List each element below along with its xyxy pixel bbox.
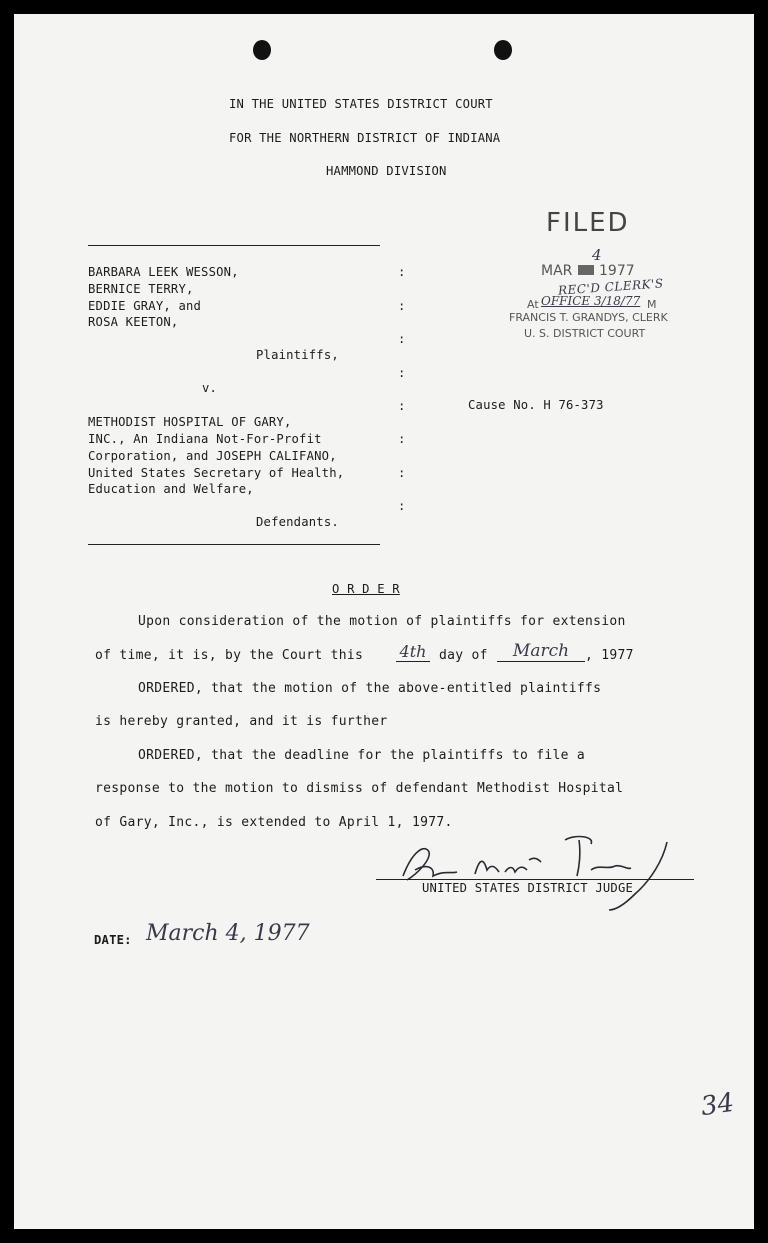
order-paragraph-line: is hereby granted, and it is further (95, 714, 388, 729)
caption-colon: : (398, 265, 406, 279)
versus: v. (202, 381, 218, 395)
defendant-line: Education and Welfare, (88, 482, 254, 496)
filed-stamp-title: FILED (546, 208, 630, 238)
punch-hole-left (253, 40, 271, 60)
filed-stamp-day: 4 (592, 246, 602, 264)
handwritten-date: March 4, 1977 (146, 921, 310, 946)
plaintiff-name: BARBARA LEEK WESSON, (88, 265, 239, 279)
filed-stamp-day-strike (578, 265, 594, 275)
filed-stamp-at-prefix: At (527, 298, 539, 311)
handwritten-page-number: 34 (699, 1087, 737, 1123)
date-label: DATE: (94, 933, 132, 947)
court-heading-line3: HAMMOND DIVISION (326, 164, 447, 178)
judge-signature (395, 830, 685, 912)
order-paragraph-line: of Gary, Inc., is extended to April 1, 1977. (95, 815, 453, 830)
order-paragraph-line: of time, it is, by the Court this (95, 648, 364, 663)
caption-colon: : (398, 432, 406, 446)
order-paragraph-line: Upon consideration of the motion of plaintiffs for extension (138, 614, 626, 629)
caption-colon: : (398, 332, 406, 346)
plaintiff-name: ROSA KEETON, (88, 315, 179, 329)
caption-bottom-rule (88, 544, 380, 545)
filed-stamp-court: U. S. DISTRICT COURT (524, 327, 646, 340)
plaintiff-name: EDDIE GRAY, and (88, 299, 202, 313)
punch-hole-right (494, 40, 512, 60)
order-paragraph-line: , 1977 (585, 648, 634, 663)
caption-colon: : (398, 299, 406, 313)
handwritten-day: 4th (396, 642, 430, 662)
caption-colon: : (398, 466, 406, 480)
plaintiffs-label: Plaintiffs, (256, 348, 339, 362)
order-paragraph-line: ORDERED, that the motion of the above-entitled plaintiffs (138, 681, 602, 696)
filed-stamp-recd: REC'D CLERK'S (557, 276, 665, 298)
handwritten-month: March (497, 641, 585, 662)
defendant-line: United States Secretary of Health, (88, 466, 345, 480)
court-heading-line2: FOR THE NORTHERN DISTRICT OF INDIANA (229, 131, 501, 145)
defendant-line: Corporation, and JOSEPH CALIFANO, (88, 449, 337, 463)
caption-colon: : (398, 366, 406, 380)
order-paragraph-line: response to the motion to dismiss of defendant Methodist Hospital (95, 781, 624, 796)
signature-rule (376, 879, 694, 880)
filed-stamp-office: OFFICE 3/18/77 (541, 294, 641, 308)
signature-title: UNITED STATES DISTRICT JUDGE (422, 881, 634, 895)
order-paragraph-line: day of (439, 648, 488, 663)
filed-stamp-at-suffix: M (647, 298, 657, 311)
filed-stamp-date-prefix: MAR (541, 263, 573, 279)
order-title: O R D E R (332, 582, 400, 596)
caption-colon: : (398, 499, 406, 513)
filed-stamp-clerk: FRANCIS T. GRANDYS, CLERK (509, 311, 668, 324)
filed-stamp-year: 1977 (599, 263, 635, 279)
defendant-line: METHODIST HOSPITAL OF GARY, (88, 415, 292, 429)
order-paragraph-line: ORDERED, that the deadline for the plaintiffs to file a (138, 748, 585, 763)
defendants-label: Defendants. (256, 515, 339, 529)
caption-top-rule (88, 245, 380, 246)
cause-number: Cause No. H 76-373 (468, 398, 604, 412)
court-heading-line1: IN THE UNITED STATES DISTRICT COURT (229, 97, 493, 111)
plaintiff-name: BERNICE TERRY, (88, 282, 194, 296)
defendant-line: INC., An Indiana Not-For-Profit (88, 432, 322, 446)
caption-colon: : (398, 399, 406, 413)
